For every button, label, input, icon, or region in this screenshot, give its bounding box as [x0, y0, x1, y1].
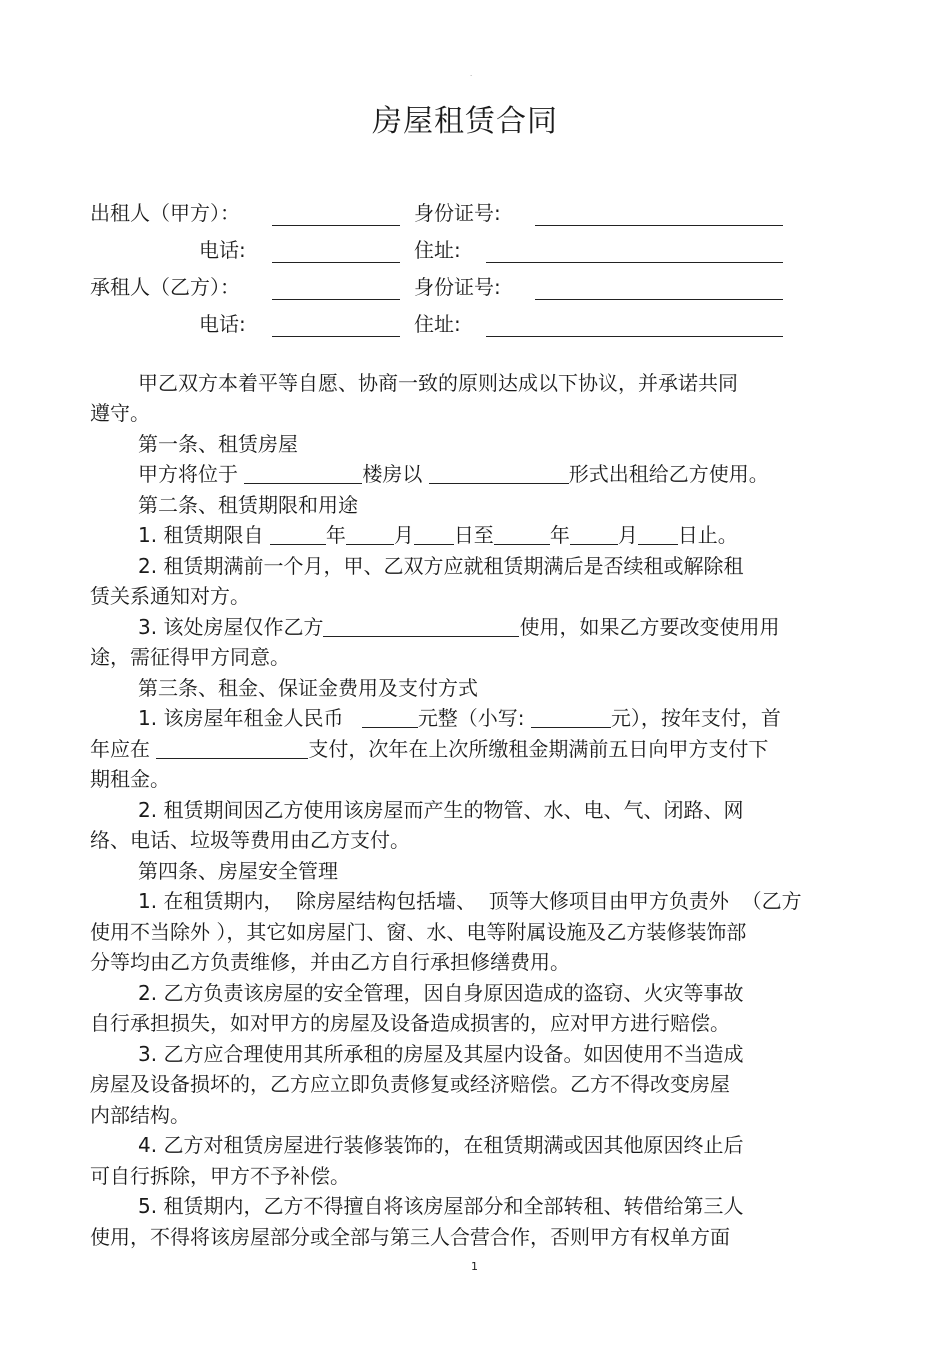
art2-3-text-b: 使用，如果乙方要改变使用用: [519, 615, 780, 639]
intro-line-1: 甲乙双方本着平等自愿、协商一致的原则达成以下协议，并承诺共同: [138, 371, 738, 395]
article-2-3-line-2: 途，需征得甲方同意。: [90, 645, 290, 669]
lessee-id-label: 身份证号:: [414, 275, 501, 299]
article-3-1-line-3: 期租金。: [90, 767, 170, 791]
day-to-label: 日至: [453, 523, 494, 547]
rent-figures-unit: 元），按年支付，首: [610, 706, 781, 730]
day-end-label: 日止。: [677, 523, 738, 547]
article-2-title: 第二条、租赁期限和用途: [138, 493, 358, 517]
rent-words-unit: 元整（小写:: [417, 706, 525, 730]
lessee-phone-label: 电话:: [199, 312, 246, 336]
usage-purpose-field[interactable]: [323, 616, 519, 637]
lessee-name-field[interactable]: [272, 299, 400, 300]
lessee-address-field[interactable]: [486, 336, 783, 337]
rent-amount-figures-field[interactable]: [531, 707, 611, 728]
term-label: 1. 租赁期限自: [138, 523, 264, 547]
intro-line-2: 遵守。: [90, 401, 150, 425]
article-3-title: 第三条、租金、保证金费用及支付方式: [138, 676, 478, 700]
lessor-id-field[interactable]: [535, 225, 783, 226]
lessee-id-field[interactable]: [535, 299, 783, 300]
art1-text-b: 楼房以: [362, 462, 423, 486]
page-number: 1: [471, 1260, 478, 1273]
article-3-2-line-2: 络、电话、垃圾等费用由乙方支付。: [90, 828, 410, 852]
header-dot: ·: [470, 72, 473, 80]
article-1-text: [90, 460, 769, 488]
lessor-address-field[interactable]: [486, 262, 783, 263]
lessee-address-label: 住址:: [414, 312, 461, 336]
article-2-3-line-1: [90, 613, 779, 641]
article-4-4-line-2: 可自行拆除，甲方不予补偿。: [90, 1164, 350, 1188]
article-4-4-line-1: 4. 乙方对租赁房屋进行装修装饰的，在租赁期满或因其他原因终止后: [138, 1133, 744, 1157]
first-payment-date-field[interactable]: [156, 738, 308, 759]
article-4-2-line-2: 自行承担损失，如对甲方的房屋及设备造成损害的，应对甲方进行赔偿。: [90, 1011, 730, 1035]
end-month-field[interactable]: [570, 524, 618, 545]
payment-terms-text: 支付，次年在上次所缴租金期满前五日向甲方支付下: [308, 737, 769, 761]
article-4-1-line-3: 分等均由乙方负责维修，并由乙方自行承担修缮费用。: [90, 950, 570, 974]
article-3-2-line-1: 2. 租赁期间因乙方使用该房屋而产生的物管、水、电、气、闭路、网: [138, 798, 744, 822]
property-location-field[interactable]: [244, 463, 362, 484]
rental-form-field[interactable]: [429, 463, 569, 484]
page-title: 房屋租赁合同: [372, 104, 558, 139]
lessor-id-label: 身份证号:: [414, 201, 501, 225]
article-4-3-line-1: 3. 乙方应合理使用其所承租的房屋及其屋内设备。如因使用不当造成: [138, 1042, 744, 1066]
year-label: 年: [549, 523, 570, 547]
lessor-name-field[interactable]: [272, 225, 400, 226]
article-3-1-line-1: [90, 704, 781, 732]
article-4-2-line-1: 2. 乙方负责该房屋的安全管理，因自身原因造成的盗窃、火灾等事故: [138, 981, 744, 1005]
article-2-2-line-2: 赁关系通知对方。: [90, 584, 250, 608]
article-1-title: 第一条、租赁房屋: [138, 432, 298, 456]
year-label: 年: [325, 523, 346, 547]
article-4-1-line-2: 使用不当除外 ），其它如房屋门、窗、水、电等附属设施及乙方装修装饰部: [90, 920, 747, 944]
article-4-5-line-1: 5. 租赁期内，乙方不得擅自将该房屋部分和全部转租、转借给第三人: [138, 1194, 744, 1218]
month-label: 月: [617, 523, 638, 547]
article-2-1: [90, 521, 738, 549]
annual-rent-label: 1. 该房屋年租金人民币: [138, 706, 344, 730]
lessee-phone-field[interactable]: [272, 336, 400, 337]
end-day-field[interactable]: [638, 524, 678, 545]
article-4-3-line-2: 房屋及设备损坏的，乙方应立即负责修复或经济赔偿。乙方不得改变房屋: [90, 1072, 730, 1096]
lessor-address-label: 住址:: [414, 238, 461, 262]
article-4-1-line-1: 1. 在租赁期内， 除房屋结构包括墙、 顶等大修项目由甲方负责外 （乙方: [138, 889, 802, 913]
start-year-field[interactable]: [270, 524, 326, 545]
article-2-2-line-1: 2. 租赁期满前一个月，甲、乙双方应就租赁期满后是否续租或解除租: [138, 554, 744, 578]
art2-3-text-a: 3. 该处房屋仅作乙方: [138, 615, 324, 639]
article-3-1-line-2: [90, 735, 768, 763]
rent-amount-words-field[interactable]: [362, 707, 418, 728]
lessor-label: 出租人（甲方）：: [90, 201, 240, 225]
month-label: 月: [393, 523, 414, 547]
article-4-5-line-2: 使用，不得将该房屋部分或全部与第三人合营合作，否则甲方有权单方面: [90, 1225, 730, 1249]
start-month-field[interactable]: [346, 524, 394, 545]
article-4-3-line-3: 内部结构。: [90, 1103, 190, 1127]
article-4-title: 第四条、房屋安全管理: [138, 859, 338, 883]
first-year-label: 年应在: [90, 737, 150, 761]
art1-text-a: 甲方将位于: [138, 462, 238, 486]
lessor-phone-label: 电话:: [199, 238, 246, 262]
art1-text-c: 形式出租给乙方使用。: [568, 462, 769, 486]
end-year-field[interactable]: [494, 524, 550, 545]
start-day-field[interactable]: [414, 524, 454, 545]
lessor-phone-field[interactable]: [272, 262, 400, 263]
lessee-label: 承租人（乙方）：: [90, 275, 240, 299]
